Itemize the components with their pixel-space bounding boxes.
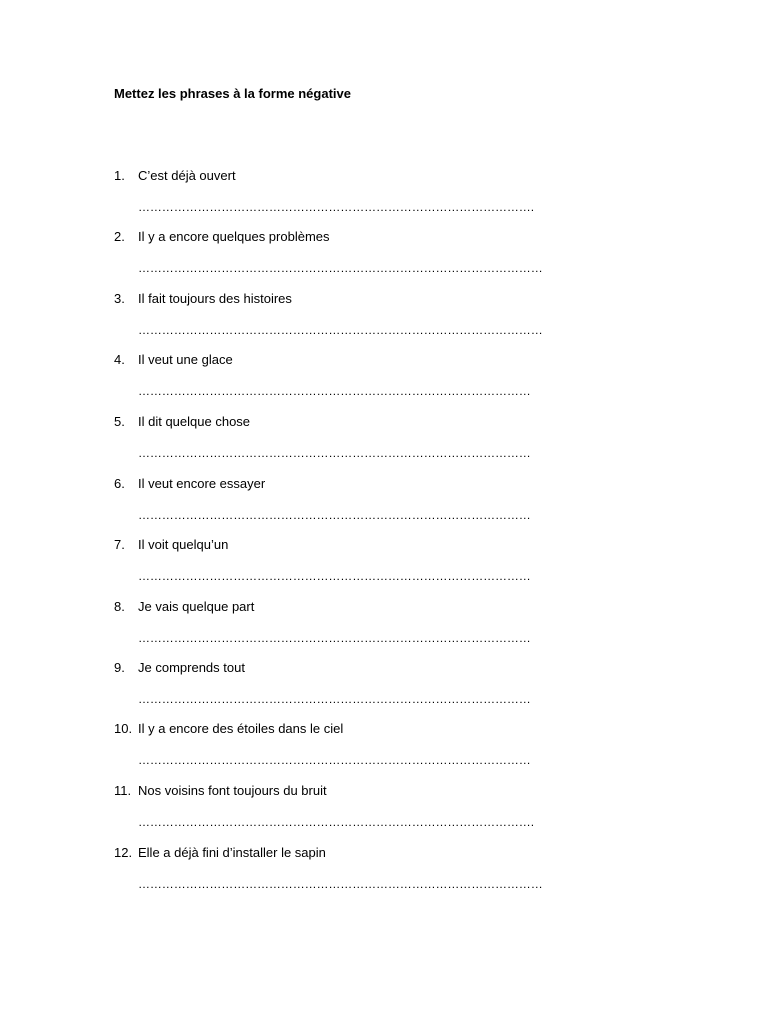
item-number: 9. [114,660,125,675]
exercise-item-1 [0,168,768,226]
item-number: 2. [114,229,125,244]
item-number: 11. [114,783,132,798]
item-number: 4. [114,352,125,367]
item-sentence: C’est déjà ouvert [138,168,236,183]
answer-line[interactable]: ………………………………………………………………………………………… [138,877,543,891]
item-sentence: Il veut une glace [138,352,233,367]
answer-line[interactable]: ……………………………………………………………………………………… [138,508,531,522]
item-sentence: Il y a encore des étoiles dans le ciel [138,721,344,736]
exercise-item-7 [0,537,768,595]
answer-line[interactable]: ……………………………………………………………………………………… [138,753,531,767]
answer-line[interactable]: ………………………………………………………………………………………. [138,200,534,214]
item-number: 5. [114,414,125,429]
exercise-item-2 [0,229,768,287]
answer-line[interactable]: ………………………………………………………………………………………… [138,323,543,337]
item-number: 12. [114,845,133,860]
item-number: 3. [114,291,125,306]
exercise-item-9 [0,660,768,718]
item-sentence: Il veut encore essayer [138,476,266,491]
exercise-item-11 [0,783,768,841]
item-sentence: Il voit quelqu’un [138,537,229,552]
exercise-item-3 [0,291,768,349]
item-sentence: Je vais quelque part [138,599,255,614]
exercise-item-12 [0,845,768,903]
item-sentence: Il dit quelque chose [138,414,251,429]
answer-line[interactable]: ………………………………………………………………………………………… [138,261,543,275]
answer-line[interactable]: ……………………………………………………………………………………… [138,446,531,460]
item-number: 7. [114,537,125,552]
answer-line[interactable]: ……………………………………………………………………………………… [138,631,531,645]
exercise-item-6 [0,476,768,534]
item-number: 6. [114,476,125,491]
exercise-item-10 [0,721,768,779]
exercise-item-5 [0,414,768,472]
item-sentence: Nos voisins font toujours du bruit [138,783,327,798]
answer-line[interactable]: ……………………………………………………………………………………… [138,692,531,706]
answer-line[interactable]: ……………………………………………………………………………………… [138,569,531,583]
item-sentence: Il y a encore quelques problèmes [138,229,330,244]
item-sentence: Il fait toujours des histoires [138,291,292,306]
item-number: 8. [114,599,125,614]
item-sentence: Elle a déjà fini d’installer le sapin [138,845,326,860]
item-number: 1. [114,168,125,183]
answer-line[interactable]: ……………………………………………………………………………………… [138,384,531,398]
item-number: 10. [114,721,133,736]
exercise-item-8 [0,599,768,657]
page-title: Mettez les phrases à la forme négative [114,86,351,101]
item-sentence: Je comprends tout [138,660,245,675]
answer-line[interactable]: ………………………………………………………………………………………. [138,815,534,829]
exercise-item-4 [0,352,768,410]
